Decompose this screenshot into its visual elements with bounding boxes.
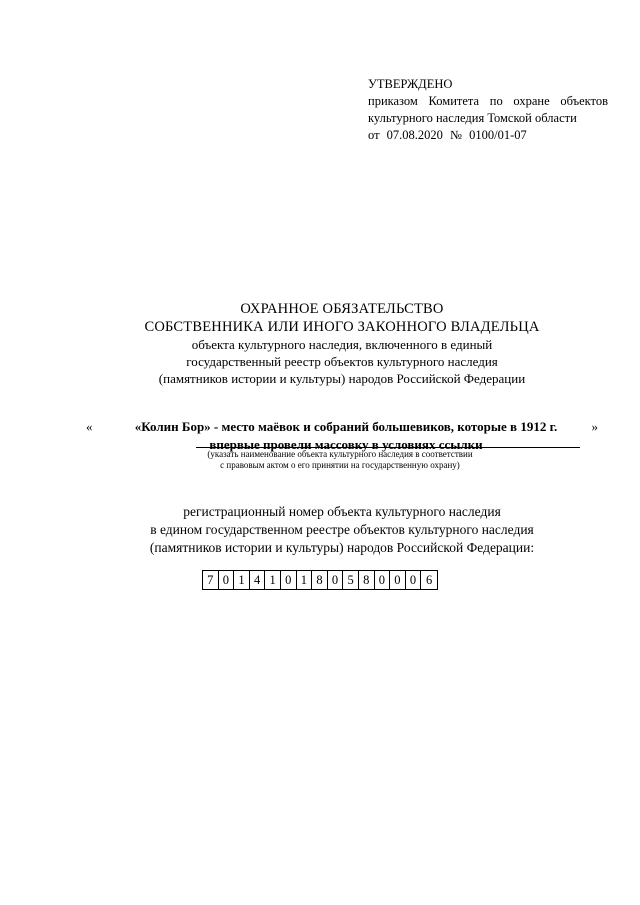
approval-committee-line: культурного наследия Томской области bbox=[368, 111, 577, 125]
reg-digit: 8 bbox=[312, 571, 328, 589]
registration-line-1: регистрационный номер объекта культурного наследия bbox=[183, 504, 501, 519]
reg-digit: 4 bbox=[250, 571, 266, 589]
reg-digit: 1 bbox=[297, 571, 313, 589]
reg-digit: 0 bbox=[375, 571, 391, 589]
hint-line-2: с правовым актом о его принятии на государственную охрану) bbox=[220, 460, 460, 470]
title-line-2: СОБСТВЕННИКА ИЛИ ИНОГО ЗАКОННОГО ВЛАДЕЛЬЦА bbox=[144, 319, 540, 335]
reg-digit: 0 bbox=[390, 571, 406, 589]
title-line-4: государственный реестр объектов культурного наследия bbox=[186, 354, 498, 369]
approval-heading: УТВЕРЖДЕНО bbox=[368, 77, 453, 91]
registration-number-boxes bbox=[202, 570, 438, 590]
reg-digit: 1 bbox=[265, 571, 281, 589]
reg-digit: 0 bbox=[281, 571, 297, 589]
object-name-line-2: впервые провели массовку в условиях ссылки bbox=[209, 437, 483, 452]
document-title bbox=[80, 300, 604, 387]
title-line-1: ОХРАННОЕ ОБЯЗАТЕЛЬСТВО bbox=[240, 301, 444, 317]
title-line-5: (памятников истории и культуры) народов Российской Федерации bbox=[158, 371, 526, 386]
reg-digit: 0 bbox=[219, 571, 235, 589]
reg-digit: 0 bbox=[406, 571, 422, 589]
approval-order-line: приказом Комитета по охране объектов bbox=[368, 94, 608, 108]
reg-digit: 6 bbox=[425, 573, 433, 587]
reg-digit: 1 bbox=[234, 571, 250, 589]
object-name-hint bbox=[180, 449, 500, 471]
registration-line-2: в едином государственном реестре объектов культурного наследия bbox=[150, 522, 534, 537]
registration-caption bbox=[80, 503, 604, 557]
object-name-underline bbox=[196, 447, 580, 448]
reg-digit: 7 bbox=[203, 571, 219, 589]
hint-line-1: (указать наименование объекта культурного наследия в соответствии bbox=[207, 449, 473, 459]
approval-date-number: от 07.08.2020 № 0100/01-07 bbox=[368, 128, 527, 142]
approval-stamp bbox=[368, 76, 608, 144]
registration-line-3: (памятников истории и культуры) народов Российской Федерации: bbox=[149, 540, 535, 555]
quote-close: » bbox=[591, 419, 598, 434]
object-name-line-1: «Колин Бор» - место маёвок и собраний большевиков, которые в 1912 г. bbox=[134, 419, 558, 434]
quote-open: « bbox=[86, 419, 93, 434]
reg-digit: 0 bbox=[328, 571, 344, 589]
title-line-3: объекта культурного наследия, включенного в единый bbox=[191, 337, 493, 352]
reg-digit: 5 bbox=[343, 571, 359, 589]
reg-digit: 8 bbox=[359, 571, 375, 589]
